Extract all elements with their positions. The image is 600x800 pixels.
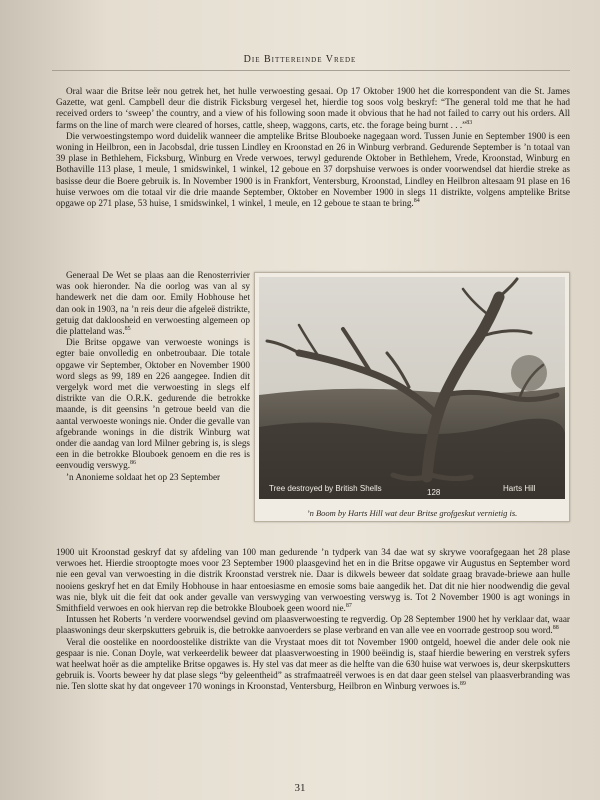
figure-caption: ’n Boom by Harts Hill wat deur Britse grofgeskut vernietig is. <box>306 508 518 518</box>
paragraph: Oral waar die Britse leër nou getrek het, het hulle verwoesting gesaai. Op 17 Oktober 1900 het die korrespondent van die St. James Gazette, wat genl. Campbell deur die distrik Ficksburg vergesel het, hierdie tog soos volg beskryf: “The general told me that he had received orders to ‘sweep’ the country, and a view of his following soon made it obvious that he had not failed to carry out his orders. All farms on the line of march were cleared of horses, cattle, sheep, waggons, carts, etc. the forage being burnt . . .”$^{83}$ <box>56 86 570 130</box>
paragraph: Veral die oostelike en noordoostelike distrikte van die Vrystaat moes dit tot November 1900 ontgeld, hoewel die ander dele ook nie gespaar is nie. Conan Doyle, wat verkeerdelik beweer dat plaasverwoesting in 1900 beëindig is, staaf hierdie bewering en verstrek syfers wat heelwat hoër as die amptelike Britse opgawes is. Hy stel vas dat meer as die helfte van die 630 huise wat verwoes is, deur skerpskutters gebruik is. Voorts beweer hy dat plase slegs “by geleentheid” as strafmaatreël verwoes is en dat daar geen stelsel van plaasverbranding was nie. Ten slotte skat hy dat ongeveer 170 wonings in Kroonstad, Ventersburg, Heilbron en Winburg verwoes is.$^{89}$ <box>56 636 570 692</box>
footnote-ref: 89 <box>459 681 466 688</box>
paragraph: 1900 uit Kroonstad geskryf dat sy afdeling van 100 man gedurende ’n tydperk van 34 dae wat sy skrywe voorafgegaan het 28 plase verwoes het. Hierdie strooptogte moes voor 23 September 1900 plaasgevind het en in die Britse opgawe vir Augustus en September word nie een geval van verwoesting in die distrik Kroonstad verstrek nie. Daar is dikwels beweer dat soldate graag bravade-briewe aan hulle nooiens geskryf het en dat Emily Hobhouse in haar entoesiasme en emosie soms baie aangedik het. Dat dit nie hier noodwendig die geval was nie, blyk uit die feit dat ook ander gevalle van verswyging van verwoesting verswyg is. Tot 2 November 1900 is agt wonings in Smithfield verwoes en ook hiervan rep die betrokke Blouboek geen woord nie.$^{87}$ <box>56 547 570 614</box>
distant-tree <box>511 355 547 391</box>
footnote-ref: 86 <box>130 460 136 467</box>
footnote-ref: 88 <box>552 625 559 632</box>
text-block-wrap <box>56 270 250 483</box>
tree-photo <box>259 277 565 499</box>
footnote-ref: 85 <box>124 325 131 332</box>
footnote-ref: 84 <box>413 197 420 204</box>
photo-inscription-number: 128 <box>427 488 441 497</box>
running-header: Die Bittereinde Vrede <box>243 54 357 65</box>
paragraph: Generaal De Wet se plaas aan die Renosterrivier was ook hieronder. Na die oorlog was van al sy handewerk net die dam oor. Emily Hobhouse het dan ook in 1903, na ’n reis deur die afgeleë distrikte, getuig dat dakloosheid en verwoesting algemeen op die platteland was.$^{85}$ <box>56 270 250 337</box>
photo-figure <box>254 272 570 522</box>
paragraph: Die Britse opgawe van verwoeste wonings is egter baie onvolledig en onbetroubaar. Die totale opgawe vir September, Oktober en November 1900 word slegs as 99, 189 en 226 aangegee. Indien dit vergelyk word met die verwoesting in slegs elf distrikte van die O.R.K. gedurende die betrokke maande, is dit geensins ’n getroue beeld van die aantal verwoeste wonings nie. Onder die gevalle van afgebrande wonings in die distrik Winburg wat onder die aandag van lord Milner gebring is, is slegs een in die betrokke Blouboek genoem en die res is eenvoudig verswyg.$^{86}$ <box>56 337 250 471</box>
footnote-ref: 87 <box>345 602 352 609</box>
header-rule <box>52 70 570 71</box>
paragraph: ’n Anonieme soldaat het op 23 September <box>66 471 221 482</box>
photo-inscription-right: Harts Hill <box>503 484 536 493</box>
paragraph: Intussen het Roberts ’n verdere voorwendsel gevind om plaasverwoesting te regverdig. Op 28 September 1900 het hy verklaar dat, waar plaaswonings deur skerpskutters gebruik is, die betrokke aanvoerders se plase verbrand en van alle vee en voorrade gestroop sou word.$^{88}$ <box>56 614 570 636</box>
paragraph: Die verwoestingstempo word duidelik wanneer die amptelike Britse Blouboeke nagegaan word. Tussen Junie en September 1900 is een woning in Heilbron, een in Jacobsdal, drie tussen Lindley en Kroonstad en 26 in Winburg verbrand. Gedurende September is ’n totaal van 39 plase in Bethlehem, Ficksburg, Winburg en Vrede verwoes, terwyl gedurende Oktober in Bethlehem, Vrede, Kroonstad, Winburg en Bothaville 113 plase, 1 meule, 1 smidswinkel, 1 winkel, 12 geboue en 37 dorpshuise verwoes is onder voorwendsel dat hierdie streke as basisse deur die Boere gebruik is. In November 1900 is in Frankfort, Ventersburg, Kroonstad, Lindley en Heilbron altesaam 91 plase en 16 huise verwoes om die totaal vir die drie maande September, Oktober en November 1900 in slegs 11 distrikte, volgens amptelike Britse opgawe op 271 plase, 53 huise, 1 smidswinkel, 1 winkel, 1 meule, en 12 geboue te staan te bring.$^{84}$ <box>56 130 570 209</box>
page-number: 31 <box>294 782 306 794</box>
text-block-top <box>56 86 570 209</box>
footnote-ref: 83 <box>466 119 473 126</box>
text-block-bottom <box>56 547 570 693</box>
photo-inscription-left: Tree destroyed by British Shells <box>269 484 382 493</box>
